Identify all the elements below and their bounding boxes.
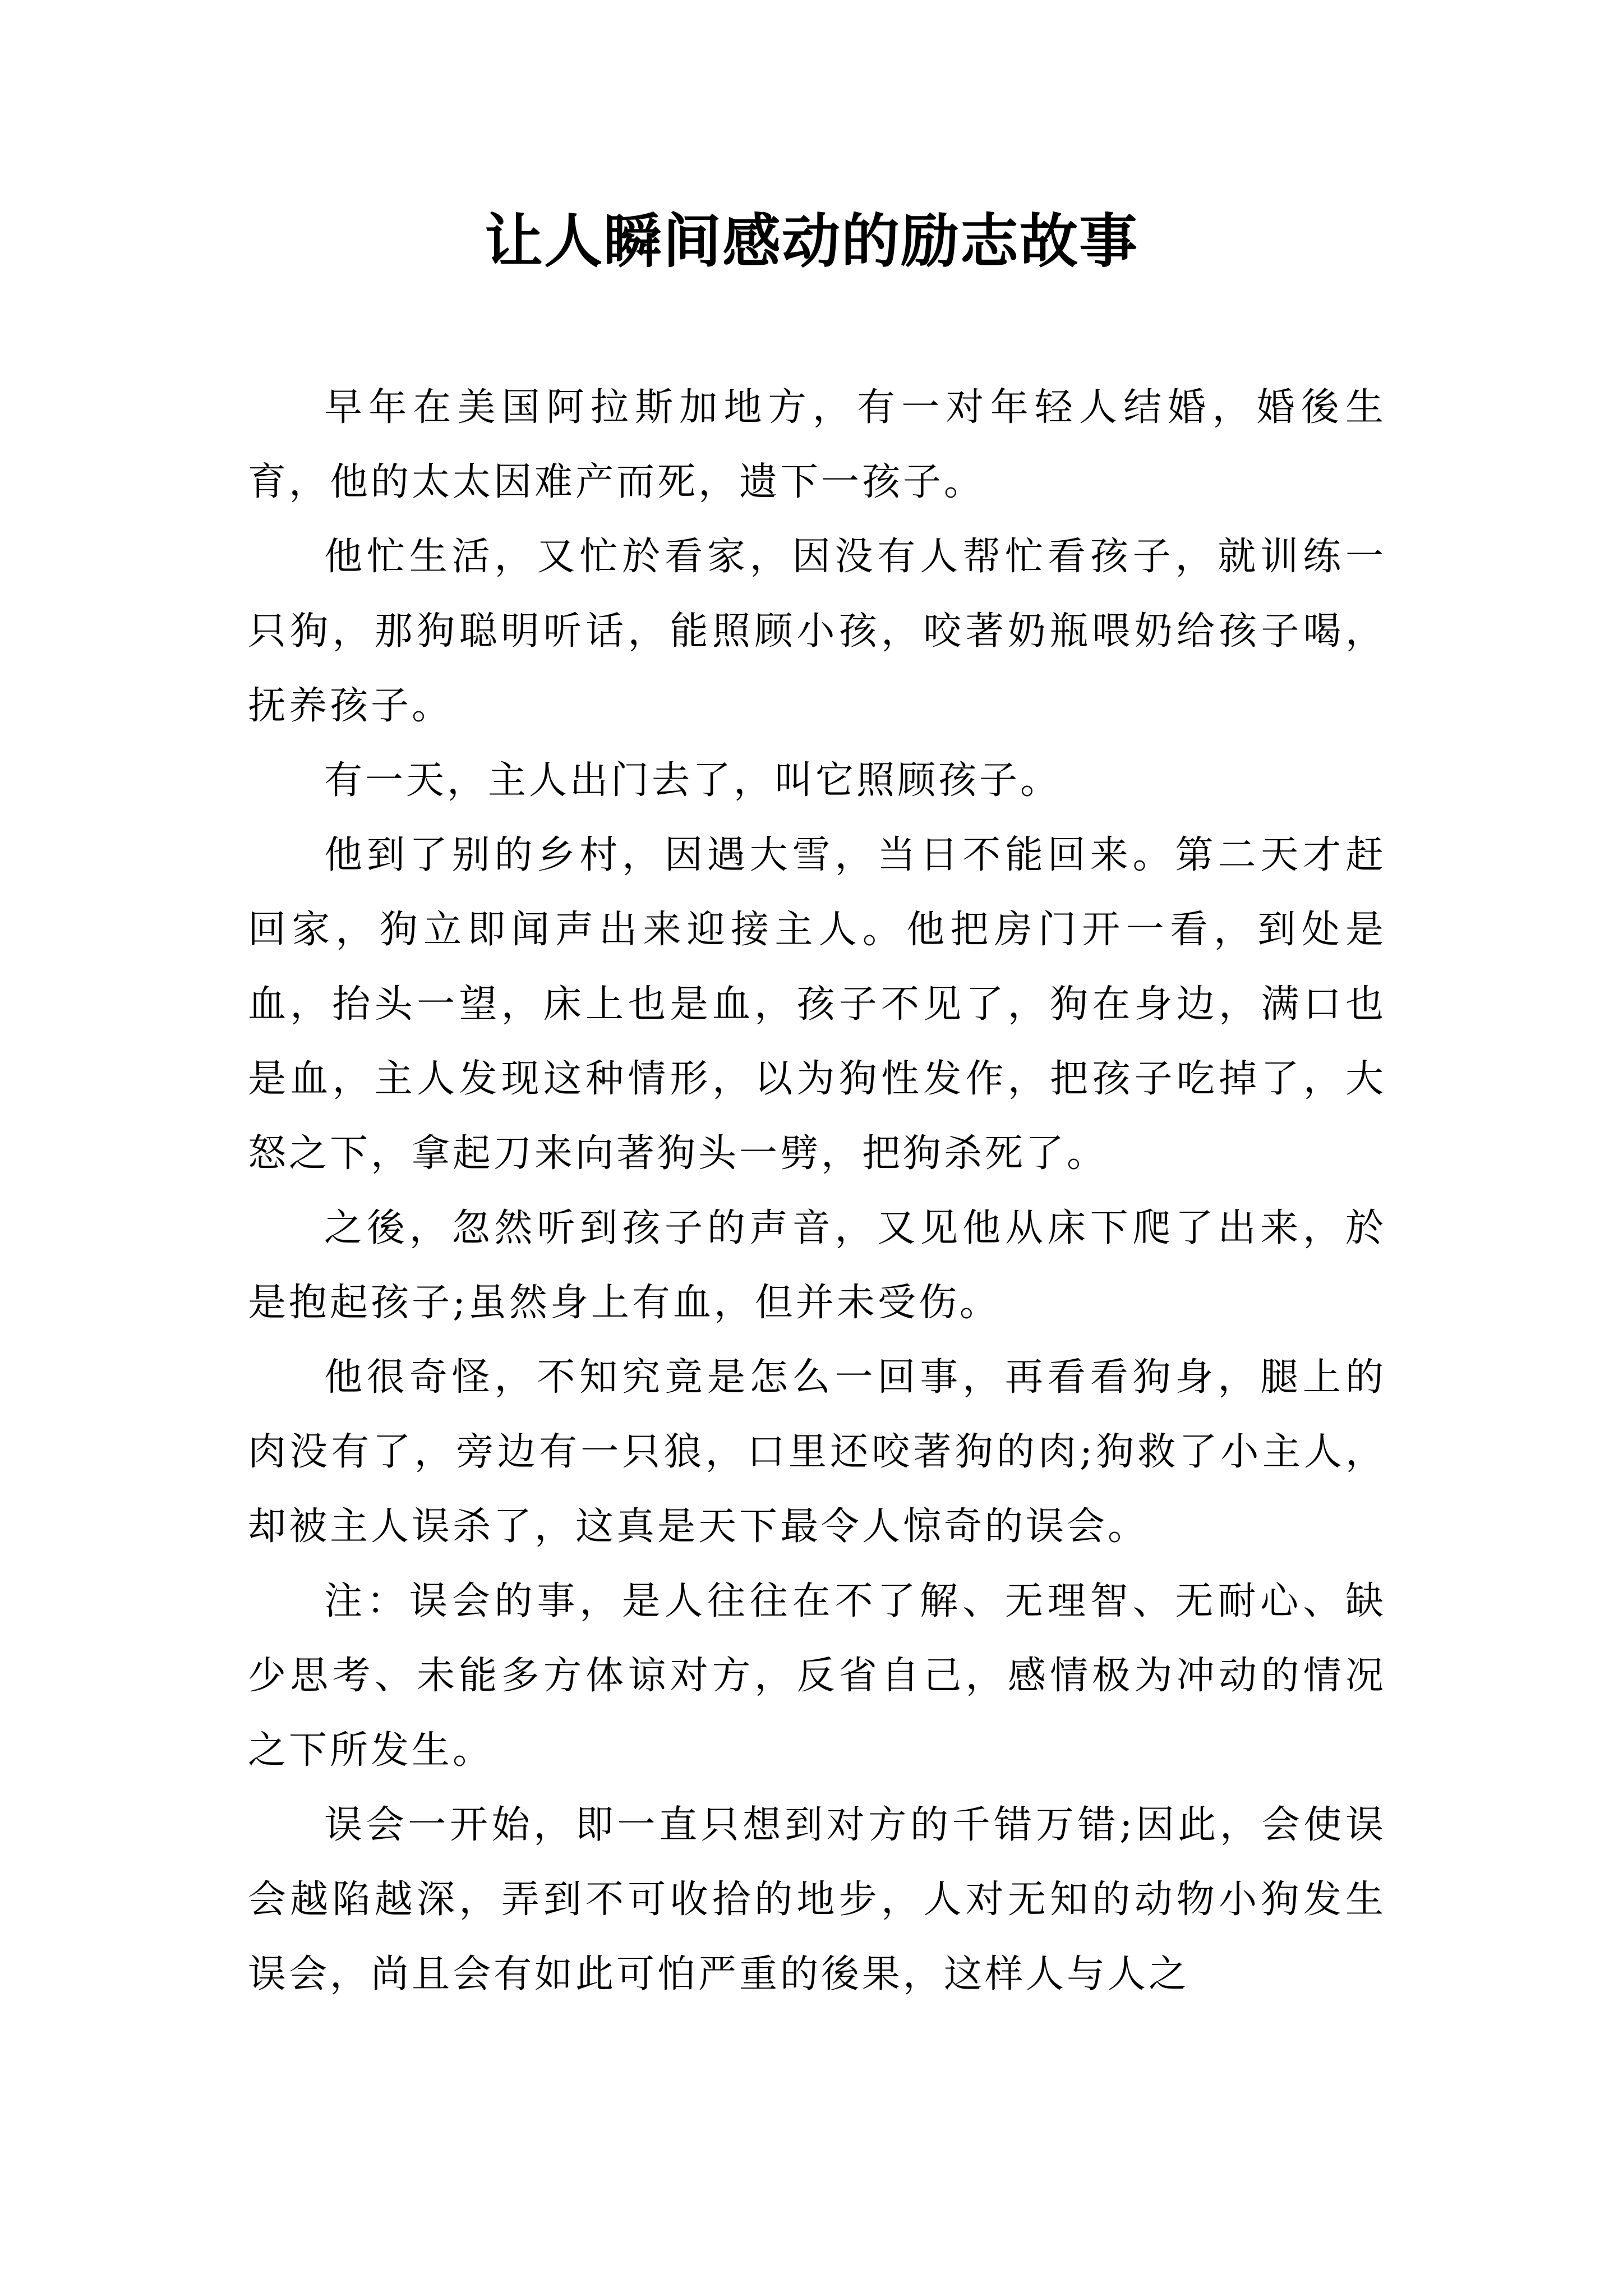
document-title: 让人瞬间感动的励志故事 (484, 206, 1138, 275)
paragraph-2: 他忙生活，又忙於看家，因没有人帮忙看孩子，就训练一只狗，那狗聪明听话，能照顾小孩，咬著奶瓶喂奶给孩子喝，抚养孩子。 (248, 535, 1386, 728)
document-body (248, 370, 1386, 2012)
paragraph-6: 他很奇怪，不知究竟是怎么一回事，再看看狗身，腿上的肉没有了，旁边有一只狼，口里还咬著狗的肉;狗救了小主人，却被主人误杀了，这真是天下最令人惊奇的误会。 (248, 1355, 1386, 1549)
paragraph-4: 他到了别的乡村，因遇大雪，当日不能回来。第二天才赶回家，狗立即闻声出来迎接主人。他把房门开一看，到处是血，抬头一望，床上也是血，孩子不见了，狗在身边，满口也是血，主人发现这种情形，以为狗性发作，把孩子吃掉了，大怒之下，拿起刀来向著狗头一劈，把狗杀死了。 (248, 833, 1386, 1176)
paragraph-1: 早年在美国阿拉斯加地方，有一对年轻人结婚，婚後生育，他的太太因难产而死，遗下一孩子。 (248, 385, 1386, 504)
paragraph-8: 误会一开始，即一直只想到对方的千错万错;因此，会使误会越陷越深，弄到不可收拾的地步，人对无知的动物小狗发生误会，尚且会有如此可怕严重的後果，这样人与人之 (248, 1803, 1386, 1996)
paragraph-3: 有一天，主人出门去了，叫它照顾孩子。 (324, 758, 1062, 803)
paragraph-7: 注：误会的事，是人往往在不了解、无理智、无耐心、缺少思考、未能多方体谅对方，反省自己，感情极为冲动的情况之下所发生。 (248, 1579, 1386, 1773)
paragraph-5: 之後，忽然听到孩子的声音，又见他从床下爬了出来，於是抱起孩子;虽然身上有血，但并未受伤。 (248, 1206, 1386, 1325)
